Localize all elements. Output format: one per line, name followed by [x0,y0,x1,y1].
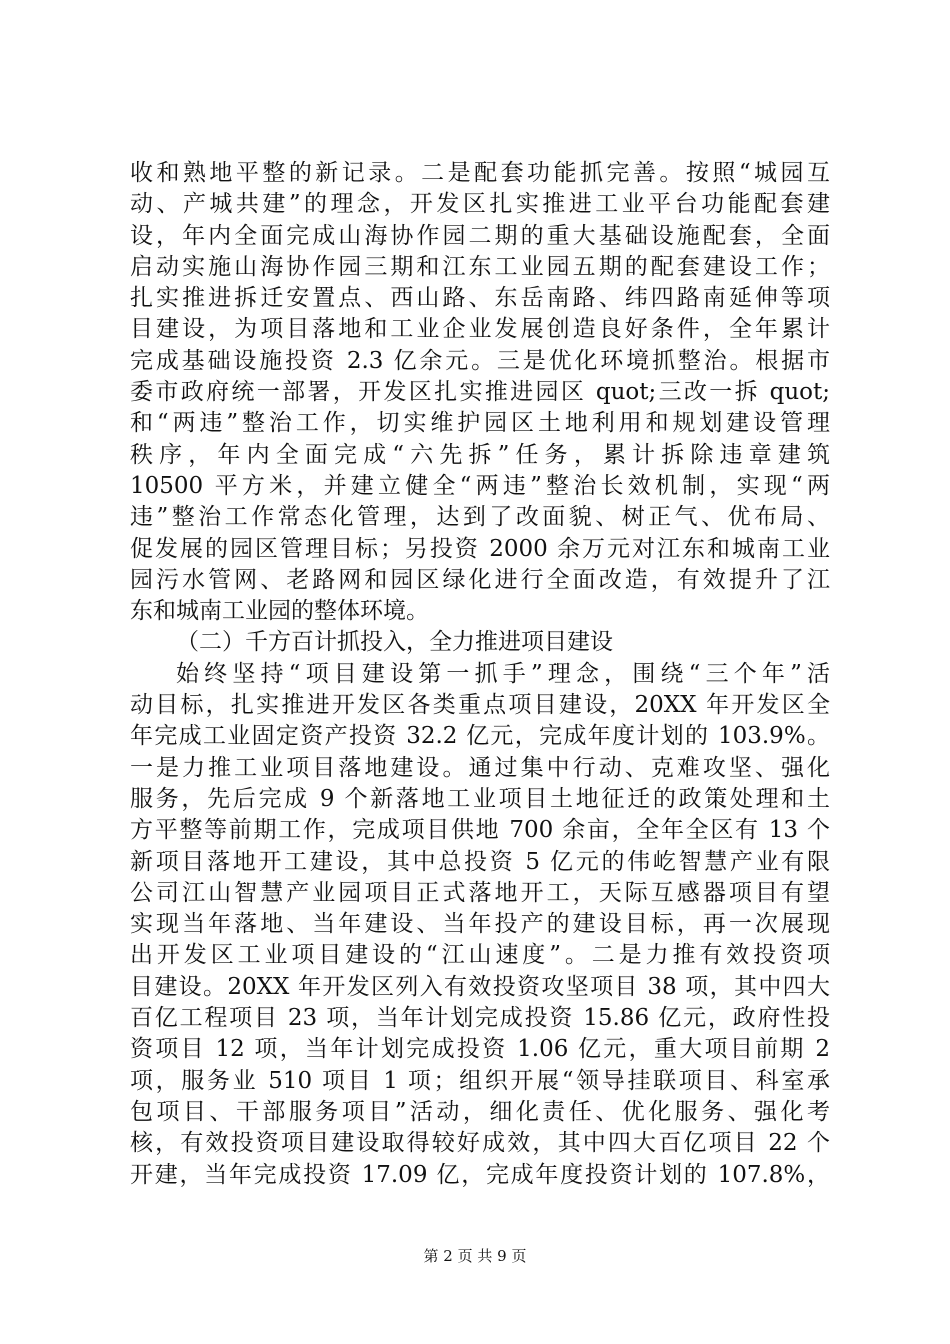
text-line: 百亿工程项目 23 项，当年计划完成投资 15.86 亿元，政府性投 [130,1005,830,1032]
text-line: 新项目落地开工建设，其中总投资 5 亿元的伟屹智慧产业有限 [130,848,830,875]
text-line: 违”整治工作常态化管理，达到了改面貌、树正气、优布局、 [130,504,830,531]
paragraph-first-line: （二）千方百计抓投入，全力推进项目建设 [176,629,613,656]
text-line: 秩序，年内全面完成“六先拆”任务，累计拆除违章建筑 [130,441,830,468]
text-line: 动目标，扎实推进开发区各类重点项目建设，20XX 年开发区全 [130,692,830,719]
text-line: 扎实推进拆迁安置点、西山路、东岳南路、纬四路南延伸等项 [130,285,830,312]
text-line: 资项目 12 项，当年计划完成投资 1.06 亿元，重大项目前期 2 [130,1036,830,1063]
text-line: 年完成工业固定资产投资 32.2 亿元，完成年度计划的 103.9%。 [130,723,830,750]
text-line: 委市政府统一部署，开发区扎实推进园区 quot;三改一拆 quot; [130,379,830,406]
text-line: 启动实施山海协作园三期和江东工业园五期的配套建设工作； [130,253,830,280]
text-line: 项，服务业 510 项目 1 项；组织开展“领导挂联项目、科室承 [130,1067,830,1094]
text-line: 促发展的园区管理目标；另投资 2000 余万元对江东和城南工业 [130,535,830,562]
text-line: 开建，当年完成投资 17.09 亿，完成年度投资计划的 107.8%， [130,1161,830,1188]
text-line: 方平整等前期工作，完成项目供地 700 余亩，全年全区有 13 个 [130,817,830,844]
page-number: 第 2 页 共 9 页 [423,1247,527,1265]
text-line: 出开发区工业项目建设的“江山速度”。二是力推有效投资项 [130,942,830,969]
document-body [130,158,830,1191]
text-line: 目建设。20XX 年开发区列入有效投资攻坚项目 38 项，其中四大 [130,973,830,1000]
text-line: 服务，先后完成 9 个新落地工业项目土地征迁的政策处理和土 [130,785,830,812]
text-line: 动、产城共建”的理念，开发区扎实推进工业平台功能配套建 [130,191,830,218]
text-line: 包项目、干部服务项目”活动，细化责任、优化服务、强化考 [130,1098,830,1125]
text-line: 目建设，为项目落地和工业企业发展创造良好条件，全年累计 [130,316,830,343]
text-line: 一是力推工业项目落地建设。通过集中行动、克难攻坚、强化 [130,754,830,781]
text-line: 完成基础设施投资 2.3 亿余元。三是优化环境抓整治。根据市 [130,347,830,374]
text-line: 核，有效投资项目建设取得较好成效，其中四大百亿项目 22 个 [130,1130,830,1157]
paragraph-first-line: 始终坚持“项目建设第一抓手”理念，围绕“三个年”活 [176,660,830,687]
text-line: 东和城南工业园的整体环境。 [130,598,429,625]
text-line: 收和熟地平整的新记录。二是配套功能抓完善。按照“城园互 [130,160,830,186]
text-line: 实现当年落地、当年建设、当年投产的建设目标，再一次展现 [130,911,830,938]
text-line: 公司江山智慧产业园项目正式落地开工，天际互感器项目有望 [130,879,830,906]
text-line: 10500 平方米，并建立健全“两违”整治长效机制，实现“两 [130,472,830,499]
text-line: 设，年内全面完成山海协作园二期的重大基础设施配套，全面 [130,222,830,249]
text-line: 园污水管网、老路网和园区绿化进行全面改造，有效提升了江 [130,566,830,593]
text-line: 和“两违”整治工作，切实维护园区土地利用和规划建设管理 [130,410,830,437]
